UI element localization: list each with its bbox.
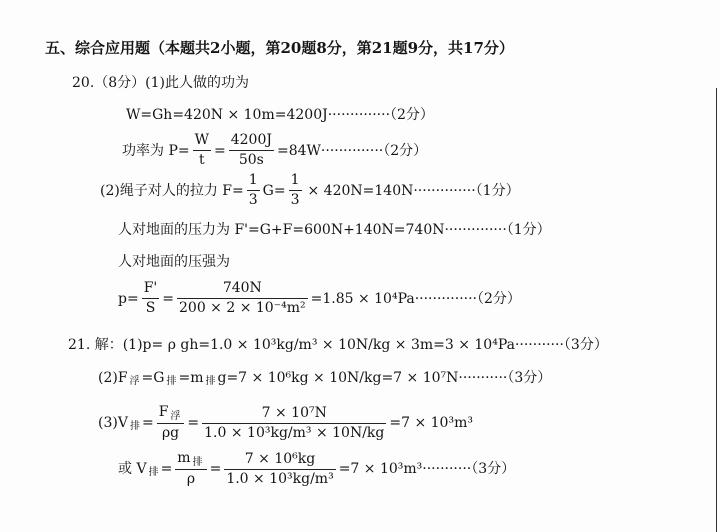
q21-part1-text: 21. 解：(1)p= ρ gh=1.0 × 10³kg/m³ × 10N/kg × 3m=3 × 10⁴Pa···········（3分）: [68, 337, 608, 353]
q21-part2-equation: [98, 369, 551, 387]
q21-part1-equation: [68, 336, 608, 354]
q20-pressure-label: [118, 253, 230, 271]
one-third-fraction: [289, 172, 302, 209]
one-third-fraction: [247, 172, 260, 209]
q20-title-text: 20.（8分）(1)此人做的功为: [72, 75, 250, 91]
part2-c: =m: [178, 370, 204, 386]
fraction-numerator: 4200J: [229, 132, 274, 151]
equals-sign: =: [209, 461, 222, 477]
pressure-fraction-values: [177, 280, 308, 317]
pressure-result: =1.85 × 10⁴Pa··············（2分）: [310, 290, 521, 307]
equals-sign: =: [162, 290, 174, 307]
fraction-denominator: 1.0 × 10³kg/m³ × 10N/kg: [204, 424, 385, 441]
fraction-numerator: 7 × 10⁶kg: [224, 451, 335, 470]
subscript-buoyancy: 浮: [170, 411, 181, 422]
fraction-denominator: 3: [290, 192, 300, 208]
pull-result: × 420N=140N··············（1分）: [307, 182, 520, 199]
fraction-denominator: S: [145, 300, 156, 316]
part2-a: (2)F: [98, 370, 128, 386]
power-fraction-w-over-t: [193, 132, 211, 169]
section-heading: [45, 39, 514, 57]
volume-fraction-values: [202, 405, 386, 442]
fraction-numerator: F': [142, 280, 160, 299]
part2-b: =G: [141, 370, 165, 386]
alt-a: 或 V: [118, 461, 147, 477]
alt-fraction-symbolic: [175, 450, 206, 488]
subscript-displaced: 排: [129, 421, 140, 432]
pressure-prefix: p=: [118, 290, 139, 307]
subscript-displaced: 排: [192, 457, 203, 468]
fraction-denominator: ρ: [186, 471, 196, 487]
equals-sign: =: [214, 142, 226, 159]
fraction-denominator: 50s: [238, 152, 264, 168]
q21-part3-equation: [98, 404, 473, 442]
power-result: =84W··············（2分）: [276, 142, 428, 159]
power-prefix: 功率为 P=: [122, 142, 190, 159]
pull-prefix: (2)绳子对人的拉力 F=: [100, 182, 244, 199]
q20-title: [72, 74, 249, 92]
fraction-denominator: 3: [248, 192, 258, 208]
fraction-numerator: 7 × 10⁷N: [202, 405, 386, 424]
q20-pressure-equation: [118, 280, 521, 317]
fraction-denominator: t: [198, 152, 205, 168]
equals-sign: =: [187, 415, 200, 431]
normal-force-text: 人对地面的压力为 F'=G+F=600N+140N=740N··············（1分）: [118, 222, 551, 238]
page-edge-line: [716, 88, 717, 532]
fraction-denominator: 1.0 × 10³kg/m³: [226, 470, 334, 487]
fraction-numerator: 1: [247, 172, 260, 191]
fraction-numerator: [157, 404, 185, 424]
part3-result: =7 × 10³m³: [389, 415, 473, 431]
subscript-displaced: 排: [148, 467, 159, 478]
subscript-buoyancy: 浮: [129, 376, 140, 387]
section-heading-text: 五、综合应用题（本题共2小题，第20题8分，第21题9分，共17分）: [45, 39, 514, 57]
subscript-displaced: 排: [166, 376, 177, 387]
q20-work-text: W=Gh=420N × 10m=4200J··············（2分）: [126, 107, 434, 123]
q21-alternate-equation: [118, 450, 515, 488]
fraction-numerator: W: [193, 132, 211, 151]
q20-pull-force-equation: [100, 172, 520, 209]
equals-sign: =: [160, 461, 173, 477]
pressure-fraction-symbolic: [142, 280, 160, 317]
numerator-symbol: m: [177, 450, 191, 466]
alt-fraction-values: [224, 451, 335, 488]
fraction-denominator: ρg: [161, 425, 180, 441]
fraction-numerator: [175, 450, 206, 470]
volume-fraction-symbolic: [157, 404, 185, 442]
pressure-label-text: 人对地面的压强为: [118, 254, 230, 270]
fraction-numerator: 740N: [177, 280, 308, 299]
alt-result: =7 × 10³m³···········（3分）: [338, 461, 516, 477]
pull-mid: G=: [262, 182, 286, 199]
part2-d: g=7 × 10⁶kg × 10N/kg=7 × 10⁷N···········（3分）: [217, 370, 552, 386]
part3-a: (3)V: [98, 415, 128, 431]
subscript-displaced: 排: [205, 376, 216, 387]
equals-sign: =: [141, 415, 154, 431]
numerator-symbol: F: [158, 404, 169, 420]
power-fraction-values: [229, 132, 274, 169]
q20-work-equation: [126, 106, 434, 124]
fraction-denominator: 200 × 2 × 10⁻⁴m²: [179, 300, 306, 316]
q20-normal-force-equation: [118, 221, 551, 239]
fraction-numerator: 1: [289, 172, 302, 191]
q20-power-equation: [122, 132, 427, 169]
